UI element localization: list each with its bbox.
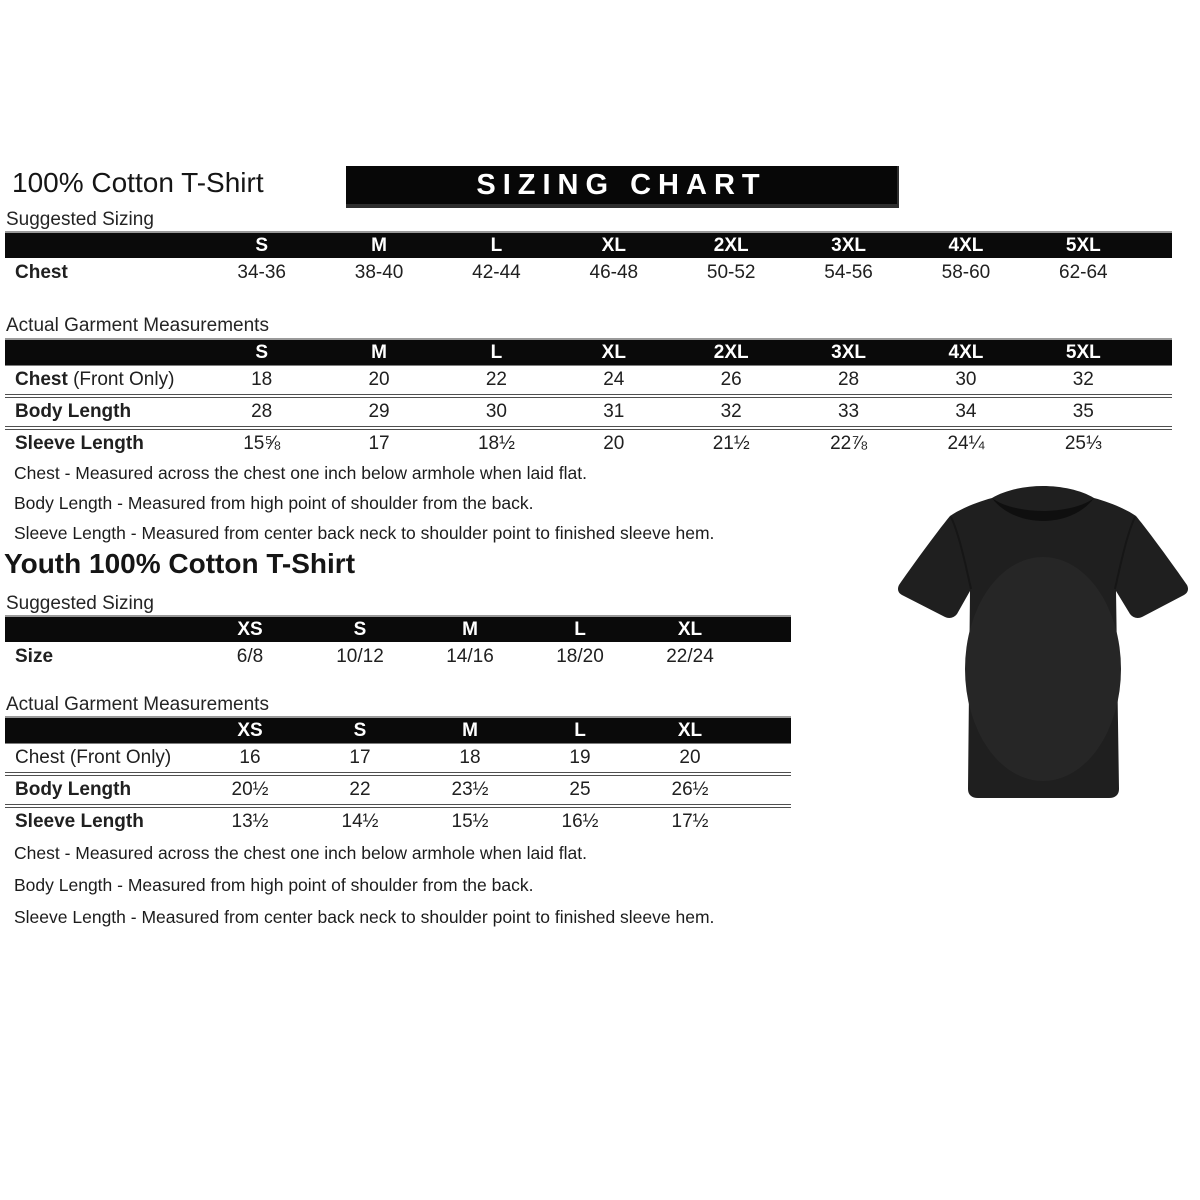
row-end-spacer bbox=[745, 806, 791, 836]
measurement-value: 15½ bbox=[415, 806, 525, 836]
adult-measurements-label: Actual Garment Measurements bbox=[6, 315, 269, 336]
size-column-header: S bbox=[203, 232, 320, 258]
measurement-value: 46-48 bbox=[589, 261, 639, 283]
adult-measurements-table bbox=[5, 338, 1172, 458]
black-tshirt-graphic bbox=[893, 477, 1193, 815]
size-column-header: XL bbox=[635, 717, 745, 744]
row-end-spacer bbox=[1142, 258, 1172, 287]
row-label: Chest (Front Only) bbox=[5, 744, 195, 775]
measurement-value: 10/12 bbox=[336, 645, 384, 667]
measurement-value: 16 bbox=[195, 744, 305, 775]
measurement-value: 25 bbox=[525, 774, 635, 806]
measurement-value: 18 bbox=[203, 366, 320, 397]
row-label: Chest bbox=[15, 261, 68, 283]
row-label: Body Length bbox=[5, 396, 203, 428]
size-header-row bbox=[5, 339, 1172, 366]
size-header-row bbox=[5, 232, 1172, 258]
measurement-value: 35 bbox=[1025, 396, 1142, 428]
row-end-spacer bbox=[745, 642, 791, 671]
measurement-value: 23½ bbox=[415, 774, 525, 806]
row-end-spacer bbox=[1142, 428, 1172, 458]
tshirt-image bbox=[893, 477, 1193, 815]
size-column-header: L bbox=[525, 717, 635, 744]
measurement-value: 42-44 bbox=[472, 261, 521, 283]
size-column-header: XL bbox=[555, 232, 672, 258]
measurement-value: 22 bbox=[438, 366, 555, 397]
note-line: Chest - Measured across the chest one inch below armhole when laid flat. bbox=[14, 843, 587, 863]
youth-section-title: Youth 100% Cotton T-Shirt bbox=[4, 548, 356, 579]
measurement-value: 31 bbox=[555, 396, 672, 428]
measurement-value: 30 bbox=[438, 396, 555, 428]
size-column-header: 3XL bbox=[790, 339, 907, 366]
size-column-header: XS bbox=[195, 717, 305, 744]
measurement-value: 28 bbox=[790, 366, 907, 397]
size-column-header: 5XL bbox=[1025, 232, 1142, 258]
row-label: Body Length bbox=[5, 774, 195, 806]
measurement-value: 14½ bbox=[305, 806, 415, 836]
size-column-header: S bbox=[305, 717, 415, 744]
measurement-value: 28 bbox=[203, 396, 320, 428]
row-label: Sleeve Length bbox=[5, 428, 203, 458]
measurement-value: 24¼ bbox=[907, 428, 1024, 458]
header-label-spacer bbox=[5, 232, 203, 258]
measurement-value: 26 bbox=[673, 366, 790, 397]
youth-suggested-sizing-table bbox=[5, 615, 791, 671]
sizing-chart-banner: SIZING CHART bbox=[346, 166, 899, 208]
youth-suggested-sizing-label: Suggested Sizing bbox=[6, 593, 154, 614]
measurement-row bbox=[5, 428, 1172, 458]
measurement-value: 18½ bbox=[438, 428, 555, 458]
header-label-spacer bbox=[5, 717, 195, 744]
adult-measurement-notes bbox=[14, 463, 714, 553]
size-column-header: 5XL bbox=[1025, 339, 1142, 366]
measurement-value: 25⅓ bbox=[1025, 428, 1142, 458]
size-column-header: M bbox=[415, 717, 525, 744]
measurement-value: 17½ bbox=[635, 806, 745, 836]
row-label: Sleeve Length bbox=[5, 806, 195, 836]
measurement-value: 6/8 bbox=[236, 645, 264, 667]
measurement-value: 22 bbox=[305, 774, 415, 806]
measurement-value: 33 bbox=[790, 396, 907, 428]
note-line: Sleeve Length - Measured from center back neck to shoulder point to finished sleeve hem. bbox=[14, 907, 715, 927]
youth-measurement-notes bbox=[14, 843, 714, 939]
size-column-header: 3XL bbox=[790, 232, 907, 258]
youth-measurements-label: Actual Garment Measurements bbox=[6, 694, 269, 715]
adult-suggested-sizing-label: Suggested Sizing bbox=[6, 209, 154, 230]
measurement-value: 21½ bbox=[673, 428, 790, 458]
measurement-value: 17 bbox=[320, 428, 437, 458]
measurement-value: 20 bbox=[635, 744, 745, 775]
header-end-spacer bbox=[1142, 232, 1172, 258]
header-end-spacer bbox=[745, 616, 791, 642]
measurement-row bbox=[5, 806, 791, 836]
measurement-row bbox=[5, 396, 1172, 428]
header-end-spacer bbox=[1142, 339, 1172, 366]
size-column-header: 4XL bbox=[907, 232, 1024, 258]
size-column-header: 2XL bbox=[673, 232, 790, 258]
measurement-value: 20 bbox=[555, 428, 672, 458]
measurement-value: 17 bbox=[305, 744, 415, 775]
note-line: Body Length - Measured from high point of shoulder from the back. bbox=[14, 493, 534, 513]
measurement-value: 18/20 bbox=[556, 645, 604, 667]
size-column-header: S bbox=[203, 339, 320, 366]
row-end-spacer bbox=[1142, 366, 1172, 397]
measurement-value: 30 bbox=[907, 366, 1024, 397]
adult-section-title: 100% Cotton T-Shirt bbox=[12, 167, 264, 198]
measurement-value: 34-36 bbox=[237, 261, 286, 283]
size-column-header: L bbox=[438, 232, 555, 258]
youth-measurements-table bbox=[5, 716, 791, 836]
row-end-spacer bbox=[745, 744, 791, 775]
measurement-value: 50-52 bbox=[706, 261, 756, 283]
header-label-spacer bbox=[5, 616, 195, 642]
size-column-header: L bbox=[525, 616, 635, 642]
size-column-header: XL bbox=[635, 616, 745, 642]
measurement-value: 24 bbox=[555, 366, 672, 397]
measurement-value: 32 bbox=[1025, 366, 1142, 397]
measurement-row bbox=[5, 744, 791, 775]
size-column-header: 2XL bbox=[673, 339, 790, 366]
measurement-value: 32 bbox=[673, 396, 790, 428]
header-end-spacer bbox=[745, 717, 791, 744]
size-column-header: 4XL bbox=[907, 339, 1024, 366]
measurement-value: 15⅝ bbox=[203, 428, 320, 458]
measurement-row bbox=[5, 258, 1172, 287]
row-end-spacer bbox=[745, 774, 791, 806]
row-end-spacer bbox=[1142, 396, 1172, 428]
size-column-header: L bbox=[438, 339, 555, 366]
measurement-value: 19 bbox=[525, 744, 635, 775]
row-label: Chest (Front Only) bbox=[5, 366, 203, 397]
measurement-value: 20½ bbox=[195, 774, 305, 806]
measurement-row bbox=[5, 774, 791, 806]
header-label-spacer bbox=[5, 339, 203, 366]
tshirt-highlight bbox=[965, 557, 1121, 781]
size-column-header: M bbox=[415, 616, 525, 642]
measurement-value: 18 bbox=[415, 744, 525, 775]
size-column-header: M bbox=[320, 339, 437, 366]
measurement-value: 58-60 bbox=[941, 261, 991, 283]
size-column-header: M bbox=[320, 232, 437, 258]
adult-suggested-sizing-table bbox=[5, 231, 1172, 287]
size-header-row bbox=[5, 616, 791, 642]
note-line: Chest - Measured across the chest one inch below armhole when laid flat. bbox=[14, 463, 587, 483]
size-column-header: XS bbox=[195, 616, 305, 642]
measurement-value: 26½ bbox=[635, 774, 745, 806]
measurement-value: 38-40 bbox=[354, 261, 404, 283]
measurement-value: 22⅞ bbox=[790, 428, 907, 458]
measurement-value: 20 bbox=[320, 366, 437, 397]
measurement-value: 62-64 bbox=[1059, 261, 1108, 283]
measurement-value: 22/24 bbox=[666, 645, 714, 667]
size-header-row bbox=[5, 717, 791, 744]
measurement-value: 34 bbox=[907, 396, 1024, 428]
row-label: Size bbox=[15, 645, 54, 667]
measurement-row bbox=[5, 642, 791, 671]
note-line: Body Length - Measured from high point of shoulder from the back. bbox=[14, 875, 534, 895]
measurement-value: 13½ bbox=[195, 806, 305, 836]
measurement-row bbox=[5, 366, 1172, 397]
measurement-value: 14/16 bbox=[446, 645, 494, 667]
size-column-header: XL bbox=[555, 339, 672, 366]
size-column-header: S bbox=[305, 616, 415, 642]
note-line: Sleeve Length - Measured from center back neck to shoulder point to finished sleeve hem. bbox=[14, 523, 715, 543]
measurement-value: 54-56 bbox=[824, 261, 873, 283]
measurement-value: 29 bbox=[320, 396, 437, 428]
measurement-value: 16½ bbox=[525, 806, 635, 836]
